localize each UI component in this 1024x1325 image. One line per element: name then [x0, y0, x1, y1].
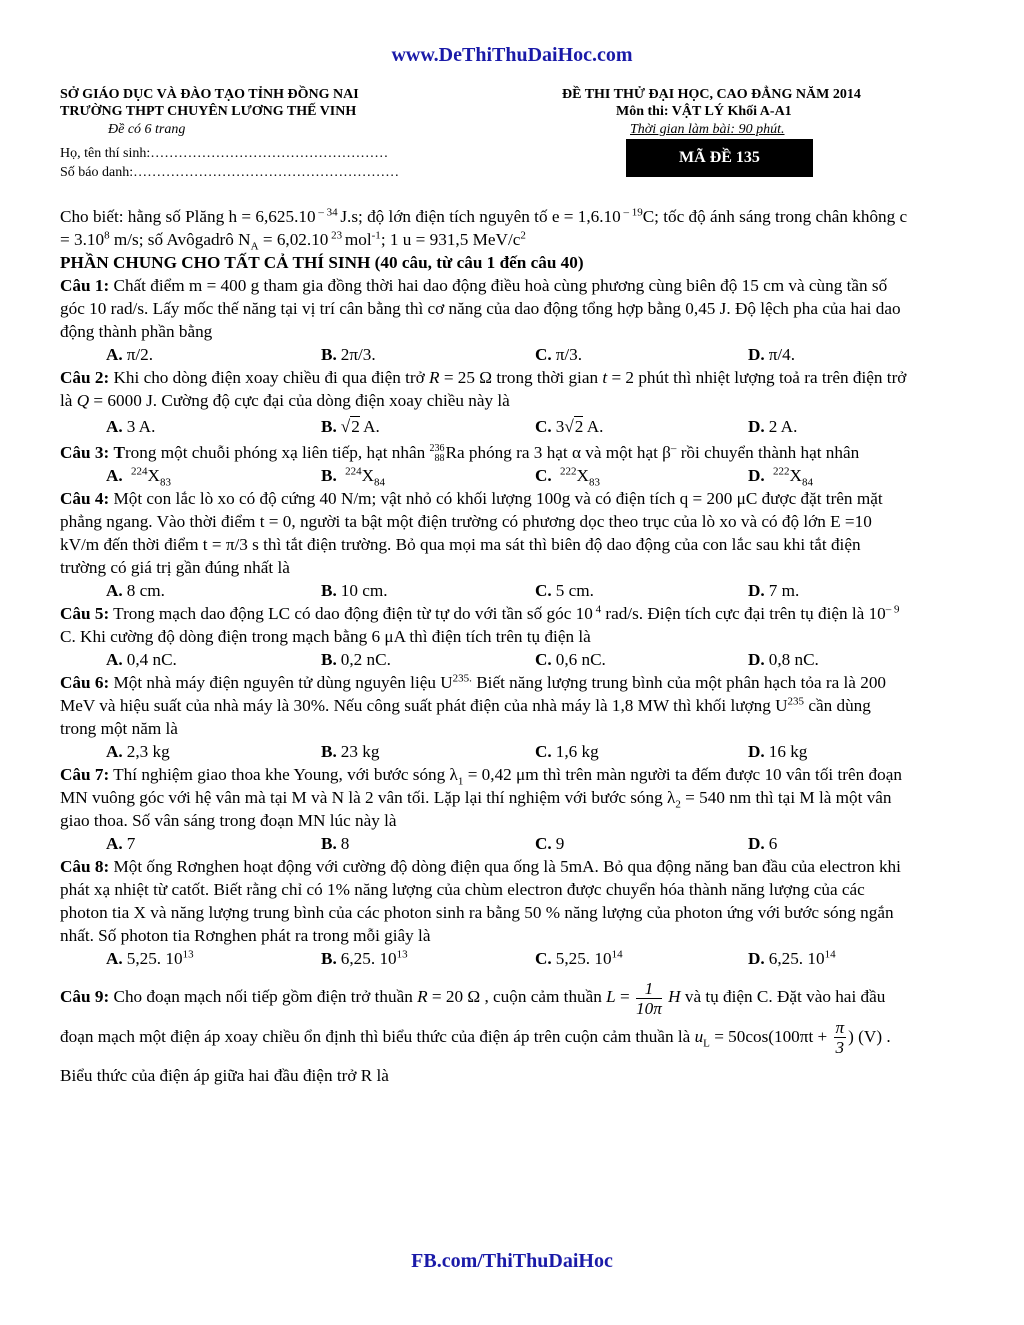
option-a[interactable]: A. 3 A.	[106, 417, 156, 436]
question-3: Câu 3: Trong một chuỗi phóng xạ liên tiếp, hạt nhân 236 88Ra phóng ra 3 hạt α và một hạt β– rồi chuyển thành hạt nhân	[60, 442, 860, 465]
option-b[interactable]: B. 23 kg	[321, 742, 380, 762]
header-pages: Đề có 6 trang	[108, 122, 186, 137]
candidate-name-line: Họ, tên thí sinh:……………………………………………	[60, 146, 389, 161]
option-a[interactable]: A. $^{224}X_{83}$	[106, 465, 171, 489]
option-c[interactable]: C. 3√2 A.	[535, 417, 604, 436]
option-d[interactable]: D. 7 m.	[748, 581, 800, 601]
option-d[interactable]: D. 6	[748, 834, 778, 854]
site-url[interactable]: www.DeThiThuDaiHoc.com	[391, 44, 633, 66]
radium-nuclide: 236 88	[429, 443, 445, 465]
option-a[interactable]: A. 7	[106, 834, 136, 854]
inductance-fraction: $\frac{1}{10\pi}$	[636, 978, 662, 1018]
question-3-options	[60, 464, 910, 487]
question-8-options	[60, 947, 910, 970]
option-c[interactable]: C. 9	[535, 834, 565, 854]
question-6-options	[60, 740, 910, 763]
constants-paragraph: Cho biết: hằng số Plăng h = 6,625.10 $^{- 34}$ J.s; độ lớn điện tích nguyên tố e = 1,6.10 $^{- 19}$C; tốc độ ánh sáng trong chân không $c = 3.10^8$ m/s; số Avôgadrô $N_A = 6,02.10$ $^{23}$ mol$^{-1}$; 1 u = 931,5 MeV/$c^2$	[60, 206, 908, 253]
question-9: Câu 9: Cho đoạn mạch nối tiếp gồm điện trở thuần R = 20 Ω , cuộn cảm thuần L = $\frac{1}{10\pi}$ H và tụ điện C. Đặt vào hai đầu đoạn mạch một điện áp xoay chiều ổn định thì biểu thức của điện áp trên cuộn cảm thuần là $u_L = 50\cos(100\pi t$ + $\frac{\pi}{3}$ ) (V) . Biểu thức của điện áp giữa hai đầu điện trở R là	[60, 978, 891, 1086]
option-d[interactable]: D. 2 A.	[748, 417, 798, 436]
question-6: Câu 6: Một nhà máy điện nguyên tử dùng nguyên liệu $U^{235.}$ Biết năng lượng trung bình của một phân hạch tỏa ra là 200 MeV và hiệu suất của nhà máy là 30%. Nếu công suất phát điện của nhà máy là 1,8 MW thì khối lượng $U^{235}$ cần dùng trong một năm là	[60, 672, 887, 739]
option-c[interactable]: C. 0,6 nC.	[535, 650, 606, 670]
option-b[interactable]: B. 6,25. $10^{13}$	[321, 948, 408, 969]
exam-time: Thời gian làm bài: 90 phút.	[630, 122, 785, 137]
option-b[interactable]: B. 10 cm.	[321, 581, 388, 601]
option-c[interactable]: C. $^{222}X_{83}$	[535, 465, 600, 489]
question-7-options	[60, 832, 910, 855]
option-d[interactable]: D. 0,8 nC.	[748, 650, 819, 670]
question-4-options	[60, 579, 910, 602]
option-a[interactable]: A. 5,25. $10^{13}$	[106, 948, 194, 969]
option-b[interactable]: B. $^{224}X_{84}$	[321, 465, 385, 489]
option-b[interactable]: B. 2π/3.	[321, 345, 376, 364]
candidate-id-line: Số báo danh:…………………………………………………	[60, 165, 400, 180]
option-a[interactable]: A. 2,3 kg	[106, 742, 170, 762]
question-4: Câu 4: Một con lắc lò xo có độ cứng 40 N/m; vật nhỏ có khối lượng 100g và có điện tích q = 200 μC được đặt trên mặt phẳng ngang. Vào thời điểm t = 0, người ta bật một điện trường có phương dọc theo trục của lò xo và có độ lớn E =10 kV/m đến thời điểm t = π/3 s thì tắt điện trường. Bỏ qua mọi ma sát thì biên độ dao động của con lắc sau khi tắt điện trường có giá trị gần đúng nhất là	[60, 489, 883, 578]
option-c[interactable]: C. 1,6 kg	[535, 742, 599, 762]
question-8: Câu 8: Một ống Rơnghen hoạt động với cường độ dòng điện qua ống là 5mA. Bỏ qua động năng ban đầu của electron khi phát xạ nhiệt từ catốt. Biết rằng chỉ có 1% năng lượng của chùm electron được chuyển hóa thành năng lượng của các photon tia X và năng lượng trung bình của các photon sinh ra bằng 50 % năng lượng của photon ứng với bước sóng ngắn nhất. Số photon tia Rơnghen phát ra trong mỗi giây là	[60, 857, 901, 946]
question-2: Câu 2: Khi cho dòng điện xoay chiều đi qua điện trở R = 25 Ω trong thời gian t = 2 phút thì nhiệt lượng toả ra trên điện trở là Q = 6000 J. Cường độ cực đại của dòng điện xoay chiều này là	[60, 368, 907, 410]
question-7: Câu 7: Thí nghiệm giao thoa khe Young, với bước sóng $\lambda_1 = 0,42$ μm thì trên màn người ta đếm được 10 vân tối trên đoạn MN vuông góc với hệ vân mà tại M và N là 2 vân tối. Lặp lại thí nghiệm với bước sóng $\lambda_2 = 540$ nm thì tại M là một vân giao thoa. Số vân sáng trong đoạn MN lúc này là	[60, 765, 902, 831]
option-c[interactable]: C. π/3.	[535, 345, 583, 364]
option-c[interactable]: C. 5 cm.	[535, 581, 594, 601]
header-school: TRƯỜNG THPT CHUYÊN LƯƠNG THẾ VINH	[60, 104, 357, 119]
option-b[interactable]: B. 8	[321, 834, 350, 854]
phase-fraction: $\frac{\pi}{3}$	[835, 1018, 845, 1058]
option-d[interactable]: D. $^{222}X_{84}$	[748, 465, 813, 489]
question-1: Câu 1: Chất điểm m = 400 g tham gia đồng thời hai dao động điều hoà cùng phương cùng biên độ 15 cm và cùng tần số góc 10 rad/s. Lấy mốc thế năng tại vị trí cân bằng thì cơ năng của dao động tổng hợp bằng 0,45 J. Độ lệch pha của hai dao động thành phần bằng	[60, 276, 901, 341]
question-1-options	[60, 343, 910, 366]
option-d[interactable]: D. 6,25. $10^{14}$	[748, 948, 836, 969]
option-a[interactable]: A. π/2.	[106, 345, 154, 364]
footer-url[interactable]: FB.com/ThiThuDaiHoc	[411, 1250, 613, 1272]
option-b[interactable]: B. 0,2 nC.	[321, 650, 391, 670]
exam-body	[60, 205, 910, 1095]
option-b[interactable]: B. √2 A.	[321, 417, 380, 436]
option-d[interactable]: D. 16 kg	[748, 742, 808, 762]
question-5-options	[60, 648, 910, 671]
question-5: Câu 5: Trong mạch dao động LC có dao động điện từ tự do với tần số góc 10 $^4$ rad/s. Điện tích cực đại trên tụ điện là $10^{- 9}$ C. Khi cường độ dòng điện trong mạch bằng 6 μA thì điện tích trên tụ điện là	[60, 603, 900, 647]
option-d[interactable]: D. π/4.	[748, 345, 796, 364]
question-2-options	[60, 415, 910, 442]
exam-code-badge: MÃ ĐỀ 135	[626, 139, 813, 177]
header-dept: SỞ GIÁO DỤC VÀ ĐÀO TẠO TỈNH ĐỒNG NAI	[60, 87, 359, 102]
option-a[interactable]: A. 8 cm.	[106, 581, 165, 601]
option-a[interactable]: A. 0,4 nC.	[106, 650, 177, 670]
exam-title: ĐỀ THI THỬ ĐẠI HỌC, CAO ĐẲNG NĂM 2014	[562, 87, 861, 102]
option-c[interactable]: C. 5,25. $10^{14}$	[535, 948, 623, 969]
section-heading: PHẦN CHUNG CHO TẤT CẢ THÍ SINH (40 câu, từ câu 1 đến câu 40)	[60, 253, 584, 272]
exam-subject: Môn thi: VẬT LÝ Khối A-A1	[616, 104, 792, 119]
